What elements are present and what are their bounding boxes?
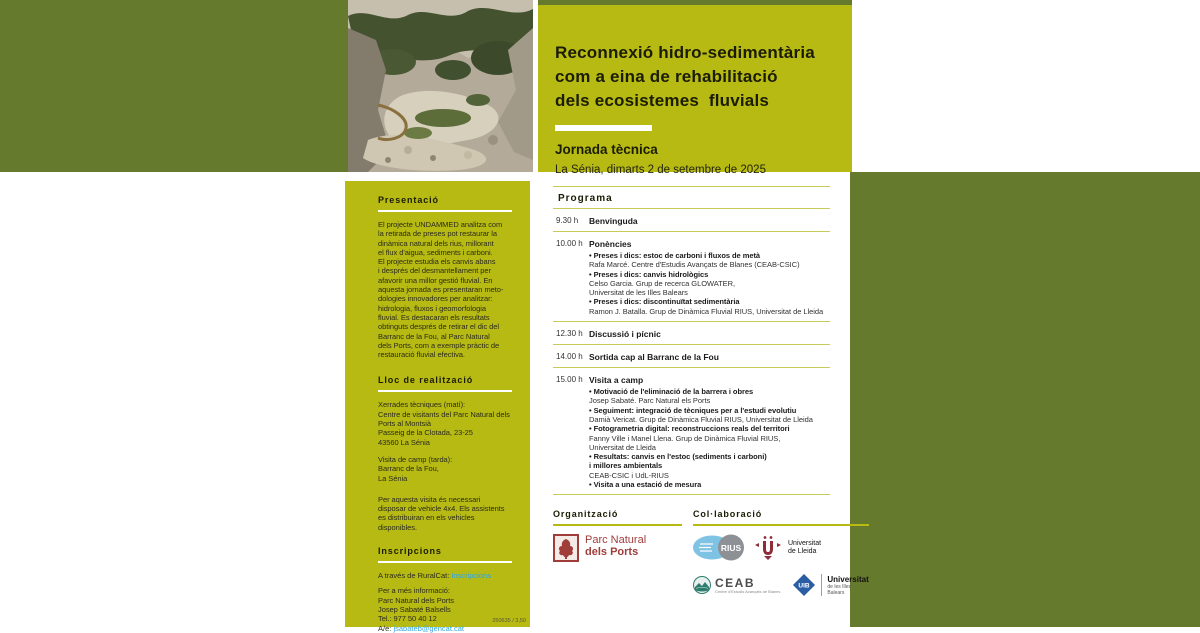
program-detail-line: Fanny Ville i Manel Llena. Grup de Dinàmica Fluvial RIUS,: [589, 433, 781, 443]
program-item-title: Visita a camp: [589, 375, 644, 386]
svg-text:RIUS: RIUS: [720, 543, 742, 553]
text-line: disposar de vehicle 4x4. Els assistents: [378, 504, 505, 514]
text-line: La Sénia: [378, 473, 408, 483]
program-detail-line: Damià Vericat. Grup de Dinàmica Fluvial RIUS, Universitat de Lleida: [589, 414, 813, 424]
heading-rule: [378, 210, 512, 212]
event-date: La Sénia, dimarts 2 de setembre de 2025: [555, 164, 766, 176]
text-line: aquesta jornada es presentaran meto-: [378, 285, 504, 295]
program-section: [553, 186, 830, 495]
text-line: El projecte UNDAMMED analitza com: [378, 220, 503, 229]
program-time: 12.30 h: [556, 329, 583, 339]
ruralcat-label: A través de RuralCat:: [378, 571, 452, 581]
program-time: 14.00 h: [556, 352, 583, 362]
text-line: 43560 La Sénia: [378, 437, 430, 447]
udl-emblem-icon: [753, 534, 783, 561]
location-heading: Lloc de realització: [378, 375, 474, 386]
program-detail-line: • Motivació de l'eliminació de la barrera i obres: [589, 387, 754, 397]
program-detail-line: • Fotogrametria digital: reconstruccions reals del territori: [589, 424, 790, 434]
text-line: es distribuiran en els vehicles: [378, 513, 475, 523]
program-item-title: Discussió i pícnic: [589, 329, 661, 340]
heading-rule: [553, 524, 682, 526]
uib-divider: [821, 574, 822, 596]
uib-line2: de les Illes Balears: [827, 583, 852, 596]
inscriptions-heading: Inscripcions: [378, 546, 442, 557]
text-line: Passeig de la Clotada, 23-25: [378, 428, 473, 438]
text-line: obtinguts després de retirar el dic del: [378, 322, 500, 332]
program-detail-line: Josep Sabaté. Parc Natural els Ports: [589, 396, 711, 406]
event-type: Jornada tècnica: [555, 142, 658, 157]
page-code: 250635 / 3,50: [492, 618, 526, 624]
gorge-photo-illustration: [348, 0, 533, 172]
program-content: [589, 329, 830, 339]
parc-natural-icon: [553, 534, 579, 562]
email-label: A/e:: [378, 623, 394, 633]
ceab-wordmark: [715, 577, 780, 594]
text-line: Barranc de la Fou,: [378, 464, 439, 474]
uib-diamond-icon: [792, 573, 816, 597]
ceab-subtitle: Centre d'Estudis Avançats de Blanes: [715, 588, 781, 594]
program-item-details: [589, 251, 830, 316]
text-line: dels ecosistemes fluvials: [555, 91, 770, 110]
program-detail-line: • Preses i dics: discontinuïtat sedimentària: [589, 297, 740, 307]
text-line: afavorir una millor gestió fluvial. En: [378, 275, 493, 285]
poster-title: [555, 41, 842, 113]
text-line: el flux d'aigua, sediments i carboni.: [378, 247, 493, 257]
ceab-icon: [693, 576, 711, 594]
heading-rule: [693, 524, 869, 526]
gorge-photo: [348, 0, 533, 172]
text-line: Visita de camp (tarda):: [378, 454, 453, 464]
program-detail-line: Ramon J. Batalla. Grup de Dinàmica Fluvial RIUS, Universitat de Lleida: [589, 306, 824, 316]
program-rows: [553, 209, 830, 495]
svg-text:UIB: UIB: [798, 582, 811, 590]
text-line: Ports al Montsià: [378, 419, 431, 429]
program-item-title: Benvinguda: [589, 216, 638, 226]
text-line: i després del desmantellament per: [378, 266, 491, 276]
text-line: dels Ports, com a exemple pràctic de: [378, 340, 500, 350]
program-header: [553, 186, 830, 209]
program-time: 10.00 h: [556, 239, 583, 248]
text-line: dologies innovadores per analitzar:: [378, 294, 493, 304]
text-line: disponibles.: [378, 522, 418, 532]
ceab-logo: [693, 576, 780, 594]
program-row: [553, 209, 830, 231]
partners-section: [553, 496, 869, 597]
text-line: Barranc de la Fou, al Parc Natural: [378, 331, 490, 341]
green-block-top-left: [0, 0, 348, 172]
text-line: Tel.: 977 50 40 12: [378, 614, 437, 624]
left-info-column: [345, 181, 530, 633]
ruralcat-link[interactable]: Inscripcions: [451, 571, 491, 581]
text-line: fluvial. Es destacaran els resultats: [378, 312, 490, 322]
program-detail-line: Universitat de les Illes Balears: [589, 288, 688, 298]
presentation-body: [378, 220, 512, 359]
location-vehicle-note: [378, 495, 512, 532]
text-line: com a eina de rehabilitació: [555, 67, 778, 86]
email-line: [378, 624, 512, 633]
text-line: Reconnexió hidro-sedimentària: [555, 43, 815, 62]
parc-line2: dels Ports: [585, 546, 639, 558]
text-line: hidrologia, fluxos i geomorfologia: [378, 303, 486, 313]
organization-heading: Organització: [553, 509, 619, 519]
text-line: Per aquesta visita és necessari: [378, 494, 481, 504]
program-detail-line: CEAB-CSIC i UdL-RIUS: [589, 470, 669, 480]
organization-column: [553, 496, 682, 597]
parc-natural-logo: [553, 534, 682, 562]
text-line: Parc Natural dels Ports: [378, 595, 454, 605]
udl-line1: Universitat: [788, 539, 822, 547]
program-content: [589, 239, 830, 316]
program-row: [553, 231, 830, 321]
ceab-label: CEAB: [715, 575, 756, 590]
text-line: la retirada de preses pot restaurar la: [378, 229, 497, 239]
program-detail-line: • Preses i dics: estoc de carboni i fluxos de metà: [589, 251, 761, 260]
program-item-title: Ponències: [589, 239, 632, 249]
heading-rule: [378, 561, 512, 563]
program-detail-line: • Seguiment: integració de tècniques per a l'estudi evolutiu: [589, 405, 797, 415]
udl-line2: de Lleida: [788, 547, 817, 555]
program-content: [589, 352, 830, 362]
ruralcat-line: [378, 571, 512, 580]
title-block: [538, 5, 852, 176]
udl-logo: [753, 534, 821, 561]
program-row: [553, 321, 830, 344]
parc-natural-wordmark: [585, 534, 646, 558]
text-line: El projecte estudia els canvis abans: [378, 257, 496, 267]
collaboration-heading: Col·laboració: [693, 509, 763, 519]
text-line: Centre de visitants del Parc Natural dels: [378, 409, 510, 419]
collaboration-column: [693, 496, 869, 597]
udl-wordmark: [788, 540, 821, 556]
program-item-details: [589, 387, 830, 489]
title-divider-bar: [555, 125, 652, 131]
presentation-heading: Presentació: [378, 195, 439, 205]
program-time: 9.30 h: [556, 216, 579, 225]
program-heading: Programa: [558, 193, 613, 204]
program-detail-line: Celso Garcia. Grup de recerca GLOWATER,: [589, 278, 736, 288]
heading-rule: [378, 390, 512, 392]
uib-wordmark: [827, 575, 868, 596]
program-item-title: Sortida cap al Barranc de la Fou: [589, 352, 719, 363]
program-content: [589, 375, 830, 489]
parc-line1: Parc Natural: [585, 534, 647, 546]
text-line: Per a més informació:: [378, 586, 450, 596]
program-detail-line: • Preses i dics: canvis hidrològics: [589, 269, 709, 279]
program-detail-line: Universitat de Lleida: [589, 442, 656, 452]
green-block-right: [850, 172, 1200, 627]
program-detail-line: Rafa Marcé. Centre d'Estudis Avançats de Blanes (CEAB-CSIC): [589, 260, 800, 270]
text-line: Josep Sabaté Balsells: [378, 604, 451, 614]
uib-line1: Universitat: [827, 574, 869, 584]
rius-logo: [693, 534, 745, 561]
email-link[interactable]: jsabateb@gencat.cat: [393, 623, 465, 633]
location-morning: [378, 400, 512, 446]
program-content: [589, 216, 830, 226]
program-row: [553, 344, 830, 367]
program-detail-line: • Visita a una estació de mesura: [589, 480, 702, 490]
text-line: Xerrades tècniques (matí):: [378, 400, 466, 410]
collab-logos-row-2: [693, 573, 869, 597]
program-detail-line: i millores ambientals: [589, 461, 663, 471]
text-line: restauració fluvial efectiva.: [378, 350, 465, 360]
text-line: dinàmica natural dels rius, millorant: [378, 238, 494, 248]
location-afternoon: [378, 455, 512, 483]
collab-logos-row-1: [693, 534, 869, 561]
program-time: 15.00 h: [556, 375, 583, 385]
uib-logo: [792, 573, 868, 597]
program-row: [553, 367, 830, 495]
program-detail-line: • Resultats: canvis en l'estoc (sediments i carboni): [589, 452, 767, 462]
